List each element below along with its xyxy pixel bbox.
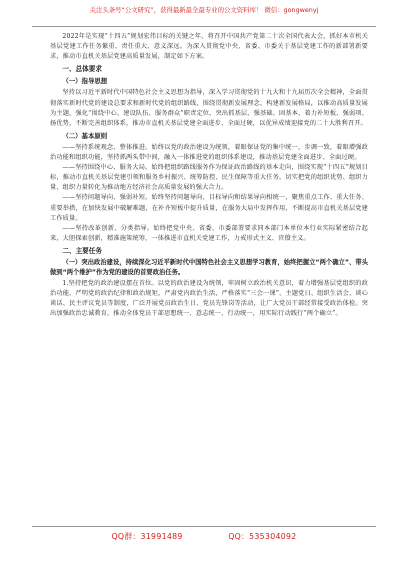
political-building-paragraph: 1.坚持把党的政治建设摆在首位。以党的政治建设为统领，牢固树立政治机关意识，着力增强基层党组织的政治功能，严明党的政治纪律和政治规矩，严肃党内政治生活，严格落实“三会一课”、主题党日、组织生活会、谈心谈话、民主评议党员等制度，广泛开展党员政治生日、党员先锋岗等活动，让广大党员干部经常接受政治体检。突出加强政治忠诚教育，推动全体党员干部思想统一、意志统一、行动统一，用实际行动践行“两个确立”。: [50, 280, 368, 318]
principle-paragraph-2: ——坚持围绕中心、服务大局。始终把组织路线服务作为保证政治路线的基本走向，围绕实现“十四五”规划目标，推动市直机关基层党建引领和服务乡村振兴、统筹防控、民生保障等重大任务，切实把党的组织优势、组织力量、组织力量转化为推动地方经济社会高质量发展的强大合力。: [50, 164, 368, 192]
document-body: [50, 32, 368, 320]
qq-contact-number: QQ：535304092: [228, 532, 297, 541]
section-heading-requirements: 一、总体要求: [62, 65, 102, 74]
principle-paragraph-1: ——坚持系统观念、整体推进。始终以党的政治建设为统领，着眼保证党的集中统一，步调一致，着眼增强政治功能和组织功能，坚持抓两头带中间，融入一体推进党的组织体系建设，推动基层党建全面进步、全面过硬。: [50, 143, 368, 162]
header-divider: [32, 26, 376, 27]
subsection-heading-guiding-ideology: （一）指导思想: [62, 77, 108, 86]
contact-footer: [0, 531, 408, 542]
promo-banner-text: 关注头条号“公文研究”，获得最新最全最专业的公文资料库！ 微信：gongwenyj: [89, 6, 319, 14]
principle-paragraph-4: ——坚持改革创新、分类指导。始终把党中央、省委、市委部署要求同本部门本单位本行业实际紧密结合起来，大胆探索创新，精准施策统筹，一体推进市直机关党建工作，力戒形式主义、官僚主义。: [50, 224, 368, 242]
qq-group-number: QQ群：31991489: [111, 532, 183, 541]
subsection-heading-political-building: （一）突出政治建设，持续深化习近平新时代中国特色社会主义思想学习教育，始终把握立“两个确立”、带头做到“两个维护”作为党的建设的首要政治任务。: [50, 258, 368, 277]
promo-banner: [0, 6, 408, 15]
principle-paragraph-3: ——坚持问题导向、强弱补短。始终坚持问题导向、目标导向和结果导向相统一，聚焦重点工作、重大任务、重要举措，在加快发展中破解难题，在补齐短板中提升质量，在服务大局中发挥作用，不断提高市直机关基层党建工作质量。: [50, 194, 368, 222]
footer-divider: [32, 526, 376, 527]
subsection-heading-principles: （二）基本原则: [62, 131, 108, 140]
intro-paragraph: 2022年是实现“十四五”规划宏伟目标的关键之年，将召开中国共产党第二十次全国代表大会，抓好本市机关基层党建工作任务繁重、责任重大、意义深远。为深入贯彻党中央、省委、市委关于基层党建工作的新部署新要求，推动市直机关基层党建高质量发展，制定如下方案。: [50, 33, 368, 61]
section-heading-main-tasks: 二、主要任务: [62, 246, 102, 255]
guiding-ideology-paragraph: 坚持以习近平新时代中国特色社会主义思想为指导，深入学习贯彻党的十九大和十九届历次全会精神，全面贯彻落实新时代党的建设总要求和新时代党的组织路线，围绕贯彻新发展理念、构建新发展格局，以推动高质量发展为主题，强化“围绕中心、建设队伍、服务群众”职责定位，突出抓基层、强基础、固基本，着力补短板、强弱项、扬优势，不断完善组织体系，推动市直机关基层党建全面进步、全面过硬，以优异成绩迎接党的二十大胜利召开。: [50, 89, 368, 127]
